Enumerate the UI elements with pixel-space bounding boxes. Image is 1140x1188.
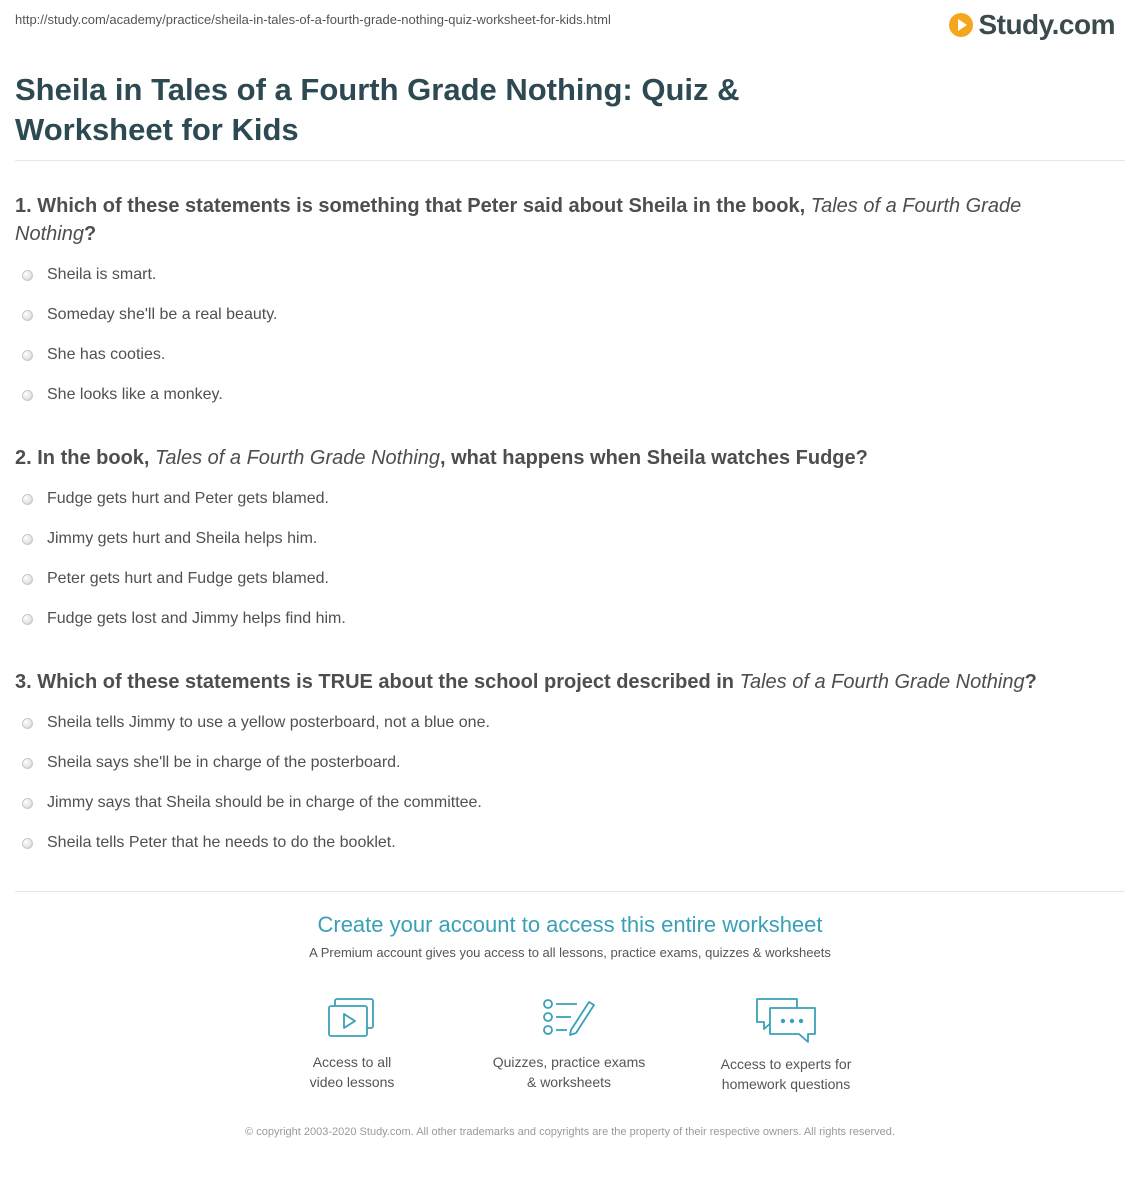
answer-label: Sheila says she'll be in charge of the posterboard. (47, 754, 401, 771)
book-title: Tales of a Fourth Grade Nothing (155, 447, 441, 469)
question-text-end: ? (83, 223, 97, 245)
answer-label: Sheila is smart. (47, 266, 157, 283)
answer-option[interactable] (22, 751, 401, 775)
page-title (15, 70, 815, 150)
answer-option[interactable] (22, 711, 490, 735)
answer-label: She has cooties. (47, 346, 166, 363)
cta-subtitle: A Premium account gives you access to all lessons, practice exams, quizzes & worksheets (309, 945, 831, 960)
answer-label: Fudge gets lost and Jimmy helps find him. (47, 610, 346, 627)
radio-button[interactable] (22, 390, 33, 401)
radio-button[interactable] (22, 310, 33, 321)
video-lessons-icon (326, 996, 378, 1042)
radio-button[interactable] (22, 838, 33, 849)
radio-button[interactable] (22, 758, 33, 769)
answer-option[interactable] (22, 607, 346, 631)
answer-option[interactable] (22, 343, 165, 367)
question-text-end: , what happens when Sheila watches Fudge? (440, 447, 868, 469)
question-2 (15, 444, 1095, 472)
question-1 (15, 192, 1095, 248)
title-line-2: Worksheet for Kids (15, 112, 299, 147)
feature-label: Access to all video lessons (309, 1054, 395, 1090)
question-number: 1. (15, 195, 32, 217)
radio-button[interactable] (22, 574, 33, 585)
feature-quizzes (474, 996, 664, 1092)
answer-label: Jimmy says that Sheila should be in charge of the committee. (47, 794, 482, 811)
answer-option[interactable] (22, 303, 277, 327)
answer-option[interactable] (22, 791, 482, 815)
answer-option[interactable] (22, 527, 317, 551)
radio-button[interactable] (22, 614, 33, 625)
radio-button[interactable] (22, 494, 33, 505)
chat-experts-icon (754, 996, 818, 1044)
divider (15, 160, 1125, 161)
answer-label: Sheila tells Jimmy to use a yellow posterboard, not a blue one. (47, 714, 490, 731)
answer-option[interactable] (22, 487, 329, 511)
feature-label: Quizzes, practice exams & worksheets (492, 1054, 646, 1090)
page-url: http://study.com/academy/practice/sheila-in-tales-of-a-fourth-grade-nothing-quiz-worksheet-for-kids.html (15, 12, 611, 27)
answer-option[interactable] (22, 831, 396, 855)
study-logo[interactable] (949, 6, 1115, 44)
answer-option[interactable] (22, 383, 223, 407)
answer-option[interactable] (22, 263, 156, 287)
quiz-checklist-icon (541, 996, 597, 1042)
title-line-1: Sheila in Tales of a Fourth Grade Nothing: Quiz & (15, 72, 740, 107)
copyright-footer: © copyright 2003-2020 Study.com. All other trademarks and copyrights are the property of their respective owners. All rights reserved. (245, 1126, 895, 1138)
feature-label: Access to experts for homework questions (720, 1056, 852, 1092)
book-title: Tales of a Fourth Grade Nothing (739, 671, 1025, 693)
answer-label: Someday she'll be a real beauty. (47, 306, 278, 323)
book-title: Tales of a Fourth Grade Nothing (15, 195, 1022, 245)
radio-button[interactable] (22, 718, 33, 729)
divider (15, 891, 1125, 892)
question-3 (15, 668, 1095, 696)
feature-video-lessons (257, 996, 447, 1092)
radio-button[interactable] (22, 534, 33, 545)
question-text-end: ? (1024, 671, 1037, 693)
answer-label: Sheila tells Peter that he needs to do the booklet. (47, 834, 396, 851)
play-logo-icon (949, 13, 973, 37)
question-number: 3. (15, 671, 32, 693)
answer-option[interactable] (22, 567, 329, 591)
answer-label: Jimmy gets hurt and Sheila helps him. (47, 530, 318, 547)
question-text: In the book, (37, 447, 150, 469)
answer-label: She looks like a monkey. (47, 386, 223, 403)
radio-button[interactable] (22, 798, 33, 809)
create-account-link[interactable]: Create your account to access this entire worksheet (317, 912, 823, 937)
answer-label: Fudge gets hurt and Peter gets blamed. (47, 490, 329, 507)
radio-button[interactable] (22, 270, 33, 281)
feature-experts (691, 996, 881, 1094)
question-number: 2. (15, 447, 32, 469)
answer-label: Peter gets hurt and Fudge gets blamed. (47, 570, 329, 587)
radio-button[interactable] (22, 350, 33, 361)
question-text: Which of these statements is something that Peter said about Sheila in the book, (37, 195, 806, 217)
logo-text: Study.com (978, 9, 1115, 40)
question-text: Which of these statements is TRUE about the school project described in (37, 671, 735, 693)
